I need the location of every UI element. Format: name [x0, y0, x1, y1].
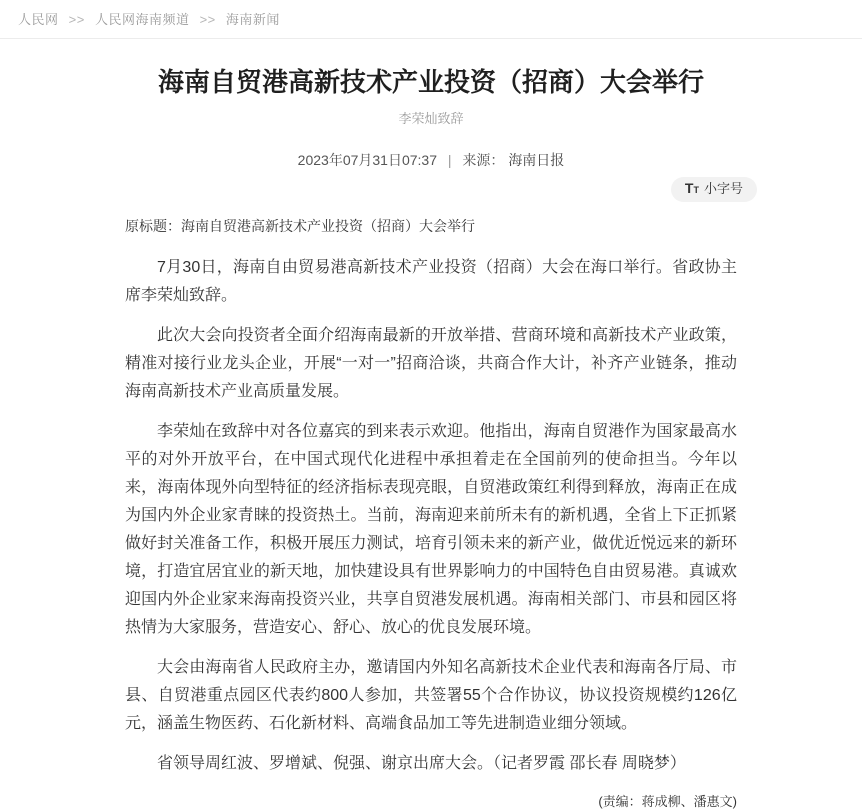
- original-title-label: 原标题：: [125, 218, 181, 234]
- article-title: 海南自贸港高新技术产业投资（招商）大会举行: [157, 67, 704, 97]
- breadcrumb-link-hainan-channel[interactable]: 人民网海南频道: [94, 12, 190, 27]
- source-label: 来源：: [462, 152, 505, 168]
- article-paragraph: 李荣灿在致辞中对各位嘉宾的到来表示欢迎。他指出，海南自贸港作为国家最高水平的对外开放平台，在中国式现代化进程中承担着走在全国前列的使命担当。今年以来，海南体现外向型特征的经济指标表现亮眼，自贸港政策红利得到释放，海南正在成为国内外企业家青睐的投资热土。当前，海南迎来前所未有的新机遇，全省上下正抓紧做好封关准备工作，积极开展压力测试，培育引领未来的新产业，做优近悦远来的新环境，打造宜居宜业的新天地，加快建设具有世界影响力的中国特色自由贸易港。真诚欢迎国内外企业家来海南投资兴业，共享自贸港发展机遇。海南相关部门、市县和园区将热情为大家服务，营造安心、舒心、放心的优良发展环境。: [125, 423, 737, 636]
- source-link[interactable]: 海南日报: [508, 152, 565, 168]
- article-paragraph: 大会由海南省人民政府主办，邀请国内外知名高新技术企业代表和海南各厅局、市县、自贸港重点园区代表约800人参加，共签署55个合作协议，协议投资规模约126亿元，涵盖生物医药、石化新材料、高端食品加工等先进制造业细分领域。: [125, 659, 737, 732]
- article-body: [125, 216, 737, 810]
- original-title-text: 海南自贸港高新技术产业投资（招商）大会举行: [181, 218, 475, 234]
- article-subtitle: 李荣灿致辞: [398, 111, 464, 126]
- breadcrumb-link-peoples-net[interactable]: 人民网: [18, 12, 59, 27]
- font-size-button[interactable]: [671, 177, 757, 202]
- article-paragraph: 7月30日，海南自由贸易港高新技术产业投资（招商）大会在海口举行。省政协主席李荣灿致辞。: [125, 259, 737, 304]
- article-meta: [125, 150, 737, 170]
- breadcrumb: [0, 0, 862, 39]
- editor-note: (责编：蒋成柳、潘惠文): [598, 794, 737, 809]
- font-size-icon: TT: [684, 180, 699, 196]
- article-paragraph: 省领导周红波、罗增斌、倪强、谢京出席大会。（记者罗霞 邵长春 周晓梦）: [157, 755, 686, 772]
- breadcrumb-link-hainan-news[interactable]: 海南新闻: [225, 12, 280, 27]
- font-size-label: 小字号: [703, 181, 743, 196]
- article-paragraph: 此次大会向投资者全面介绍海南最新的开放举措、营商环境和高新技术产业政策，精准对接行业龙头企业，开展“一对一”招商洽谈，共商合作大计，补齐产业链条，推动海南高新技术产业高质量发展。: [125, 327, 737, 400]
- original-title: [125, 216, 737, 236]
- article-content: [125, 65, 743, 810]
- article-toolbar: [125, 177, 757, 202]
- meta-divider: |: [447, 152, 452, 168]
- publish-date: 2023年07月31日07:37: [297, 152, 437, 168]
- breadcrumb-separator: >>: [68, 12, 85, 27]
- breadcrumb-separator: >>: [199, 12, 216, 27]
